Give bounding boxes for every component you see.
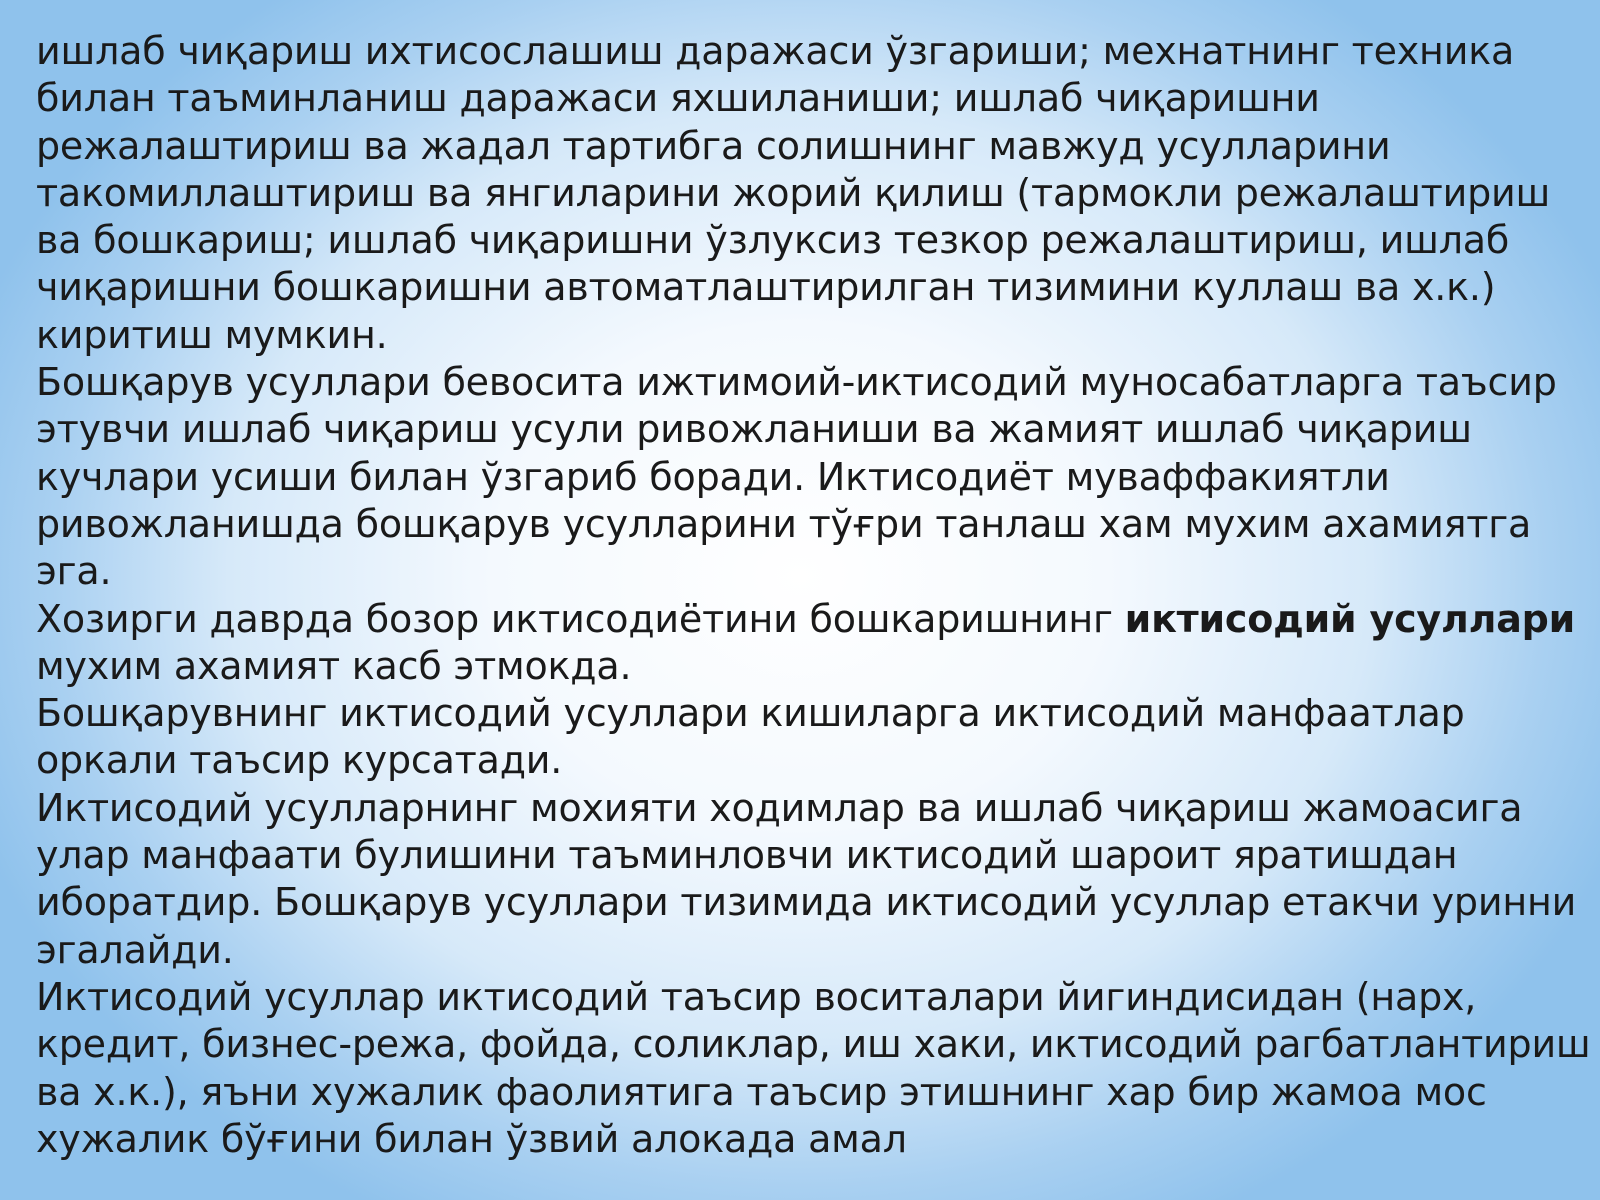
text-line: Иктисодий усуллар иктисодий таъсир воситалари йигиндисидан (нарх, <box>36 974 1477 1019</box>
text-line: Бошқарувнинг иктисодий усуллари кишиларга иктисодий манфаатлар <box>36 691 1465 736</box>
text-line: киритиш мумкин. <box>36 312 388 357</box>
text-line: чиқаришни бошкаришни автоматлаштирилган тизимини куллаш ва х.к.) <box>36 265 1496 310</box>
text-line: мухим ахамият касб этмокда. <box>36 643 632 688</box>
text-line: ишлаб чиқариш ихтисослашиш даражаси ўзгариши; мехнатнинг техника <box>36 29 1515 73</box>
text-line: эгалайди. <box>36 927 234 972</box>
text-line: ривожланишда бошқарув усулларини тўғри танлаш хам мухим ахамиятга <box>36 501 1532 546</box>
paragraph-economic-instruments <box>36 974 1591 1163</box>
text-line: ва х.к.), яъни хужалик фаолиятига таъсир этишнинг хар бир жамоа мос <box>36 1069 1487 1114</box>
text-line: хужалик бўғини билан ўзвий алокада амал <box>36 1116 907 1161</box>
text-line: эга. <box>36 549 112 594</box>
text-line: режалаштириш ва жадал тартибга солишнинг мавжуд усулларини <box>36 123 1391 168</box>
bold-term: иктисодий усуллари <box>1124 596 1576 641</box>
paragraph-production-specialization <box>36 28 1576 359</box>
text-line: Бошқарув усуллари бевосита ижтимоий-иктисодий муносабатларга таъсир <box>36 360 1557 405</box>
paragraph-economic-interests <box>36 690 1576 785</box>
text-line: оркали таъсир курсатади. <box>36 738 563 783</box>
text-line: этувчи ишлаб чиқариш усули ривожланиши ва жамият ишлаб чиқариш <box>36 407 1472 452</box>
paragraph-economic-methods-essence <box>36 785 1576 974</box>
text-line: Иктисодий усулларнинг мохияти ходимлар ва ишлаб чиқариш жамоасига <box>36 785 1523 830</box>
paragraph-economic-methods-importance <box>36 596 1576 691</box>
text-line: кучлари усиши билан ўзгариб боради. Иктисодиёт муваффакиятли <box>36 454 1390 499</box>
slide-text <box>36 28 1591 1163</box>
text-line <box>36 596 1576 643</box>
text-line: кредит, бизнес-режа, фойда, соликлар, иш хаки, иктисодий рагбатлантириш <box>36 1022 1591 1067</box>
text-line: иборатдир. Бошқарув усуллари тизимида иктисодий усуллар етакчи уринни <box>36 880 1577 925</box>
text-line: улар манфаати булишини таъминловчи иктисодий шароит яратишдан <box>36 833 1458 878</box>
text-line: такомиллаштириш ва янгиларини жорий қилиш (тармокли режалаштириш <box>36 170 1551 215</box>
text-line: билан таъминланиш даражаси яхшиланиши; ишлаб чиқаришни <box>36 76 1320 121</box>
paragraph-management-methods <box>36 359 1576 595</box>
text-segment: Хозирги даврда бозор иктисодиётини бошкаришнинг <box>36 596 1125 641</box>
text-line: ва бошкариш; ишлаб чиқаришни ўзлуксиз тезкор режалаштириш, ишлаб <box>36 218 1510 263</box>
